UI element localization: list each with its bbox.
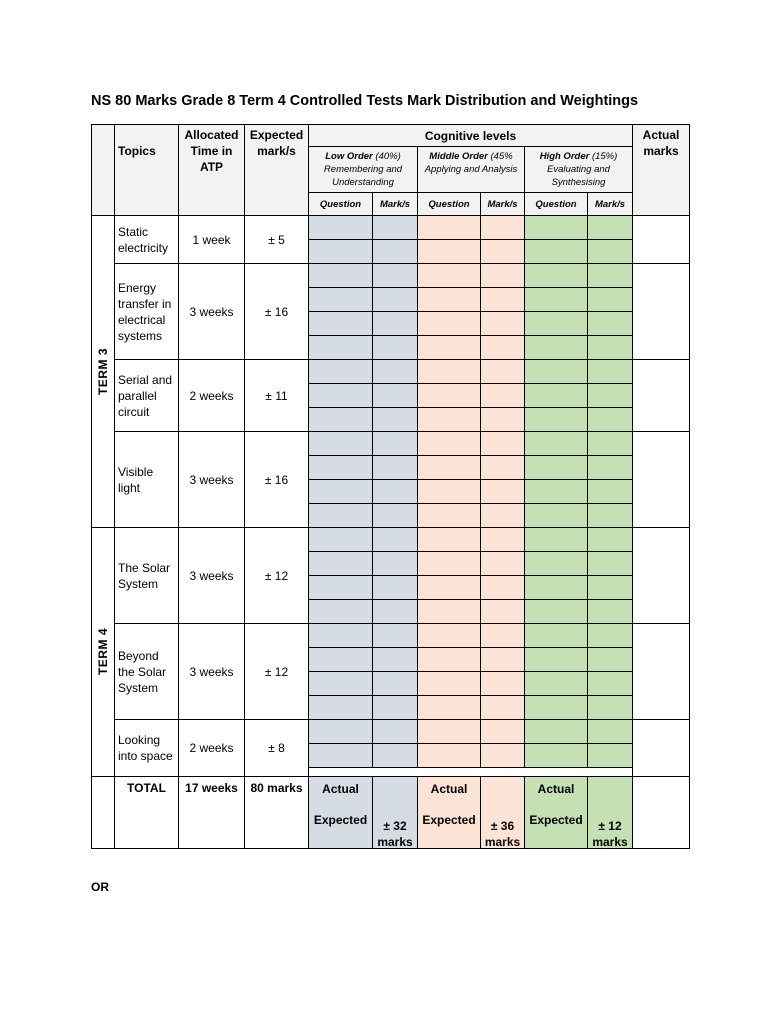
- high-question-cell[interactable]: [524, 455, 588, 480]
- middle-expected-label: Expected: [417, 800, 481, 849]
- middle-question-cell[interactable]: [417, 647, 481, 672]
- high-marks-cell[interactable]: [587, 527, 633, 552]
- middle-question-cell[interactable]: [417, 719, 481, 744]
- middle-marks-cell[interactable]: [480, 287, 525, 312]
- high-question-cell[interactable]: [524, 599, 588, 624]
- total-actual-marks[interactable]: [632, 776, 690, 849]
- low-question-cell[interactable]: [308, 647, 373, 672]
- high-question-cell[interactable]: [524, 743, 588, 768]
- middle-marks-cell[interactable]: [480, 647, 525, 672]
- topic-actual[interactable]: [632, 719, 690, 777]
- low-question-cell[interactable]: [308, 263, 373, 288]
- low-question-cell[interactable]: [308, 719, 373, 744]
- middle-marks-cell[interactable]: [480, 719, 525, 744]
- low-question-cell[interactable]: [308, 623, 373, 648]
- middle-marks-header: Mark/s: [480, 192, 525, 216]
- high-actual-label: Actual: [524, 776, 588, 801]
- middle-marks-cell[interactable]: [480, 599, 525, 624]
- middle-question-cell[interactable]: [417, 359, 481, 384]
- high-question-cell[interactable]: [524, 551, 588, 576]
- high-question-cell[interactable]: [524, 479, 588, 504]
- low-question-cell[interactable]: [308, 599, 373, 624]
- high-question-cell[interactable]: [524, 335, 588, 360]
- total-marks: 80 marks: [244, 776, 309, 849]
- topic-expected: ± 16: [244, 263, 309, 360]
- high-question-cell[interactable]: [524, 671, 588, 696]
- topic-time: 2 weeks: [178, 359, 245, 432]
- middle-question-cell[interactable]: [417, 263, 481, 288]
- middle-marks-cell[interactable]: [480, 671, 525, 696]
- low-question-cell[interactable]: [308, 287, 373, 312]
- middle-marks-cell[interactable]: [480, 479, 525, 504]
- header-allocated-time: Allocated Time in ATP: [178, 124, 245, 216]
- middle-expected-marks: ± 36 marks: [480, 800, 525, 849]
- low-marks-cell[interactable]: [372, 503, 418, 528]
- high-marks-cell[interactable]: [587, 599, 633, 624]
- middle-actual-value[interactable]: [480, 776, 525, 801]
- middle-question-cell[interactable]: [417, 215, 481, 240]
- high-expected-label: Expected: [524, 800, 588, 849]
- term-3-text: TERM 3: [96, 347, 110, 395]
- header-cognitive-levels: Cognitive levels: [308, 124, 633, 147]
- total-time: 17 weeks: [178, 776, 245, 849]
- high-question-cell[interactable]: [524, 215, 588, 240]
- low-question-cell[interactable]: [308, 743, 373, 768]
- high-question-cell[interactable]: [524, 239, 588, 264]
- topic-actual[interactable]: [632, 263, 690, 360]
- middle-marks-cell[interactable]: [480, 359, 525, 384]
- high-question-cell[interactable]: [524, 527, 588, 552]
- high-marks-cell[interactable]: [587, 359, 633, 384]
- middle-marks-cell[interactable]: [480, 527, 525, 552]
- middle-question-cell[interactable]: [417, 623, 481, 648]
- middle-marks-cell[interactable]: [480, 503, 525, 528]
- middle-marks-cell[interactable]: [480, 335, 525, 360]
- middle-order-percent: (45%: [490, 151, 513, 162]
- total-label: TOTAL: [114, 776, 179, 849]
- topic-actual[interactable]: [632, 215, 690, 264]
- middle-marks-cell[interactable]: [480, 551, 525, 576]
- middle-question-cell[interactable]: [417, 695, 481, 720]
- topic-expected: ± 8: [244, 719, 309, 777]
- low-marks-cell[interactable]: [372, 215, 418, 240]
- middle-marks-cell[interactable]: [480, 623, 525, 648]
- header-middle-order: [417, 146, 525, 193]
- low-marks-cell[interactable]: [372, 647, 418, 672]
- middle-question-cell[interactable]: [417, 743, 481, 768]
- low-question-cell[interactable]: [308, 407, 373, 432]
- middle-marks-cell[interactable]: [480, 575, 525, 600]
- low-marks-cell[interactable]: [372, 479, 418, 504]
- middle-question-cell[interactable]: [417, 239, 481, 264]
- middle-question-cell[interactable]: [417, 479, 481, 504]
- header-term-blank: [91, 124, 115, 216]
- or-label: OR: [91, 880, 109, 894]
- middle-question-cell[interactable]: [417, 503, 481, 528]
- low-question-cell[interactable]: [308, 551, 373, 576]
- high-question-cell[interactable]: [524, 719, 588, 744]
- high-question-cell[interactable]: [524, 383, 588, 408]
- topic-actual[interactable]: [632, 359, 690, 432]
- low-question-cell[interactable]: [308, 479, 373, 504]
- high-question-cell[interactable]: [524, 431, 588, 456]
- high-question-cell[interactable]: [524, 503, 588, 528]
- low-marks-cell[interactable]: [372, 599, 418, 624]
- middle-marks-cell[interactable]: [480, 215, 525, 240]
- low-marks-cell[interactable]: [372, 431, 418, 456]
- high-marks-cell[interactable]: [587, 311, 633, 336]
- topic-expected: ± 12: [244, 623, 309, 720]
- high-question-cell[interactable]: [524, 407, 588, 432]
- low-marks-cell[interactable]: [372, 407, 418, 432]
- high-marks-cell[interactable]: [587, 671, 633, 696]
- middle-order-name: Middle Order: [429, 151, 488, 162]
- low-marks-cell[interactable]: [372, 575, 418, 600]
- topic-expected: ± 11: [244, 359, 309, 432]
- middle-question-cell[interactable]: [417, 335, 481, 360]
- middle-question-cell[interactable]: [417, 287, 481, 312]
- topic-time: 3 weeks: [178, 263, 245, 360]
- low-marks-cell[interactable]: [372, 623, 418, 648]
- low-question-cell[interactable]: [308, 335, 373, 360]
- low-marks-cell[interactable]: [372, 719, 418, 744]
- low-marks-cell[interactable]: [372, 287, 418, 312]
- low-question-cell[interactable]: [308, 359, 373, 384]
- low-marks-header: Mark/s: [372, 192, 418, 216]
- high-actual-value[interactable]: [587, 776, 633, 801]
- low-expected-marks: ± 32 marks: [372, 800, 418, 849]
- header-low-order: [308, 146, 418, 193]
- high-question-cell[interactable]: [524, 359, 588, 384]
- high-marks-cell[interactable]: [587, 287, 633, 312]
- low-marks-cell[interactable]: [372, 551, 418, 576]
- topic-actual[interactable]: [632, 527, 690, 624]
- low-marks-cell[interactable]: [372, 239, 418, 264]
- low-expected-label: Expected: [308, 800, 373, 849]
- topic-time: 1 week: [178, 215, 245, 264]
- high-marks-cell[interactable]: [587, 431, 633, 456]
- middle-question-cell[interactable]: [417, 311, 481, 336]
- low-marks-cell[interactable]: [372, 671, 418, 696]
- low-question-cell[interactable]: [308, 311, 373, 336]
- high-marks-cell[interactable]: [587, 455, 633, 480]
- high-question-cell[interactable]: [524, 575, 588, 600]
- high-question-cell[interactable]: [524, 623, 588, 648]
- low-marks-cell[interactable]: [372, 359, 418, 384]
- middle-marks-cell[interactable]: [480, 695, 525, 720]
- term-3-label: [91, 215, 115, 528]
- low-order-name: Low Order: [325, 151, 373, 162]
- high-marks-cell[interactable]: [587, 503, 633, 528]
- middle-question-cell[interactable]: [417, 431, 481, 456]
- middle-question-cell[interactable]: [417, 407, 481, 432]
- page-title: NS 80 Marks Grade 8 Term 4 Controlled Tests Mark Distribution and Weightings: [91, 93, 639, 109]
- low-marks-cell[interactable]: [372, 455, 418, 480]
- high-marks-cell[interactable]: [587, 575, 633, 600]
- high-marks-cell[interactable]: [587, 647, 633, 672]
- topic-time: 3 weeks: [178, 431, 245, 528]
- middle-actual-label: Actual: [417, 776, 481, 801]
- low-marks-cell[interactable]: [372, 743, 418, 768]
- header-expected-marks: Expected mark/s: [244, 124, 309, 216]
- high-order-name: High Order: [539, 151, 590, 162]
- high-marks-cell[interactable]: [587, 743, 633, 768]
- high-expected-marks: ± 12 marks: [587, 800, 633, 849]
- middle-question-cell[interactable]: [417, 383, 481, 408]
- low-question-cell[interactable]: [308, 383, 373, 408]
- middle-question-cell[interactable]: [417, 455, 481, 480]
- middle-question-cell[interactable]: [417, 527, 481, 552]
- header-topics: Topics: [114, 124, 179, 216]
- high-marks-cell[interactable]: [587, 263, 633, 288]
- topic-actual[interactable]: [632, 623, 690, 720]
- total-term-blank: [91, 776, 115, 849]
- topic-actual[interactable]: [632, 431, 690, 528]
- high-question-cell[interactable]: [524, 695, 588, 720]
- middle-marks-cell[interactable]: [480, 239, 525, 264]
- low-question-cell[interactable]: [308, 455, 373, 480]
- high-question-header: Question: [524, 192, 588, 216]
- middle-marks-cell[interactable]: [480, 743, 525, 768]
- high-question-cell[interactable]: [524, 263, 588, 288]
- topic-name: Beyond the Solar System: [114, 623, 179, 720]
- topic-time: 2 weeks: [178, 719, 245, 777]
- low-marks-cell[interactable]: [372, 263, 418, 288]
- high-order-percent: (15%): [591, 151, 618, 162]
- topic-name: Energy transfer in electrical systems: [114, 263, 179, 360]
- middle-marks-cell[interactable]: [480, 263, 525, 288]
- high-marks-cell[interactable]: [587, 695, 633, 720]
- high-marks-cell[interactable]: [587, 407, 633, 432]
- high-marks-cell[interactable]: [587, 623, 633, 648]
- topic-time: 3 weeks: [178, 623, 245, 720]
- topic-expected: ± 12: [244, 527, 309, 624]
- high-marks-cell[interactable]: [587, 479, 633, 504]
- high-question-cell[interactable]: [524, 647, 588, 672]
- topic-expected: ± 16: [244, 431, 309, 528]
- middle-question-header: Question: [417, 192, 481, 216]
- middle-order-description: Applying and Analysis: [424, 164, 518, 175]
- low-question-cell[interactable]: [308, 503, 373, 528]
- low-actual-label: Actual: [308, 776, 373, 801]
- middle-question-cell[interactable]: [417, 671, 481, 696]
- middle-marks-cell[interactable]: [480, 431, 525, 456]
- topic-name: Visible light: [114, 431, 179, 528]
- high-marks-cell[interactable]: [587, 551, 633, 576]
- low-question-header: Question: [308, 192, 373, 216]
- middle-question-cell[interactable]: [417, 599, 481, 624]
- term-4-text: TERM 4: [96, 628, 110, 676]
- term-4-label: [91, 527, 115, 777]
- header-actual-marks: Actual marks: [632, 124, 690, 216]
- low-question-cell[interactable]: [308, 671, 373, 696]
- high-question-cell[interactable]: [524, 287, 588, 312]
- high-question-cell[interactable]: [524, 311, 588, 336]
- middle-marks-cell[interactable]: [480, 383, 525, 408]
- low-question-cell[interactable]: [308, 239, 373, 264]
- low-actual-value[interactable]: [372, 776, 418, 801]
- high-marks-cell[interactable]: [587, 215, 633, 240]
- low-question-cell[interactable]: [308, 575, 373, 600]
- low-marks-cell[interactable]: [372, 527, 418, 552]
- low-question-cell[interactable]: [308, 695, 373, 720]
- low-marks-cell[interactable]: [372, 335, 418, 360]
- high-marks-cell[interactable]: [587, 383, 633, 408]
- low-question-cell[interactable]: [308, 215, 373, 240]
- low-order-description: Remembering and Understanding: [323, 164, 403, 188]
- low-marks-cell[interactable]: [372, 383, 418, 408]
- topic-time: 3 weeks: [178, 527, 245, 624]
- topic-expected: ± 5: [244, 215, 309, 264]
- middle-marks-cell[interactable]: [480, 455, 525, 480]
- low-order-percent: (40%): [375, 151, 401, 162]
- topic-name: Serial and parallel circuit: [114, 359, 179, 432]
- low-marks-cell[interactable]: [372, 695, 418, 720]
- middle-marks-cell[interactable]: [480, 311, 525, 336]
- middle-question-cell[interactable]: [417, 551, 481, 576]
- topic-name: The Solar System: [114, 527, 179, 624]
- middle-question-cell[interactable]: [417, 575, 481, 600]
- low-question-cell[interactable]: [308, 527, 373, 552]
- high-order-description: Evaluating and Synthesising: [547, 164, 610, 188]
- middle-marks-cell[interactable]: [480, 407, 525, 432]
- high-marks-header: Mark/s: [587, 192, 633, 216]
- header-high-order: [524, 146, 633, 193]
- low-question-cell[interactable]: [308, 431, 373, 456]
- low-marks-cell[interactable]: [372, 311, 418, 336]
- high-marks-cell[interactable]: [587, 719, 633, 744]
- topic-name: Looking into space: [114, 719, 179, 777]
- high-marks-cell[interactable]: [587, 335, 633, 360]
- high-marks-cell[interactable]: [587, 239, 633, 264]
- topic-name: Static electricity: [114, 215, 179, 264]
